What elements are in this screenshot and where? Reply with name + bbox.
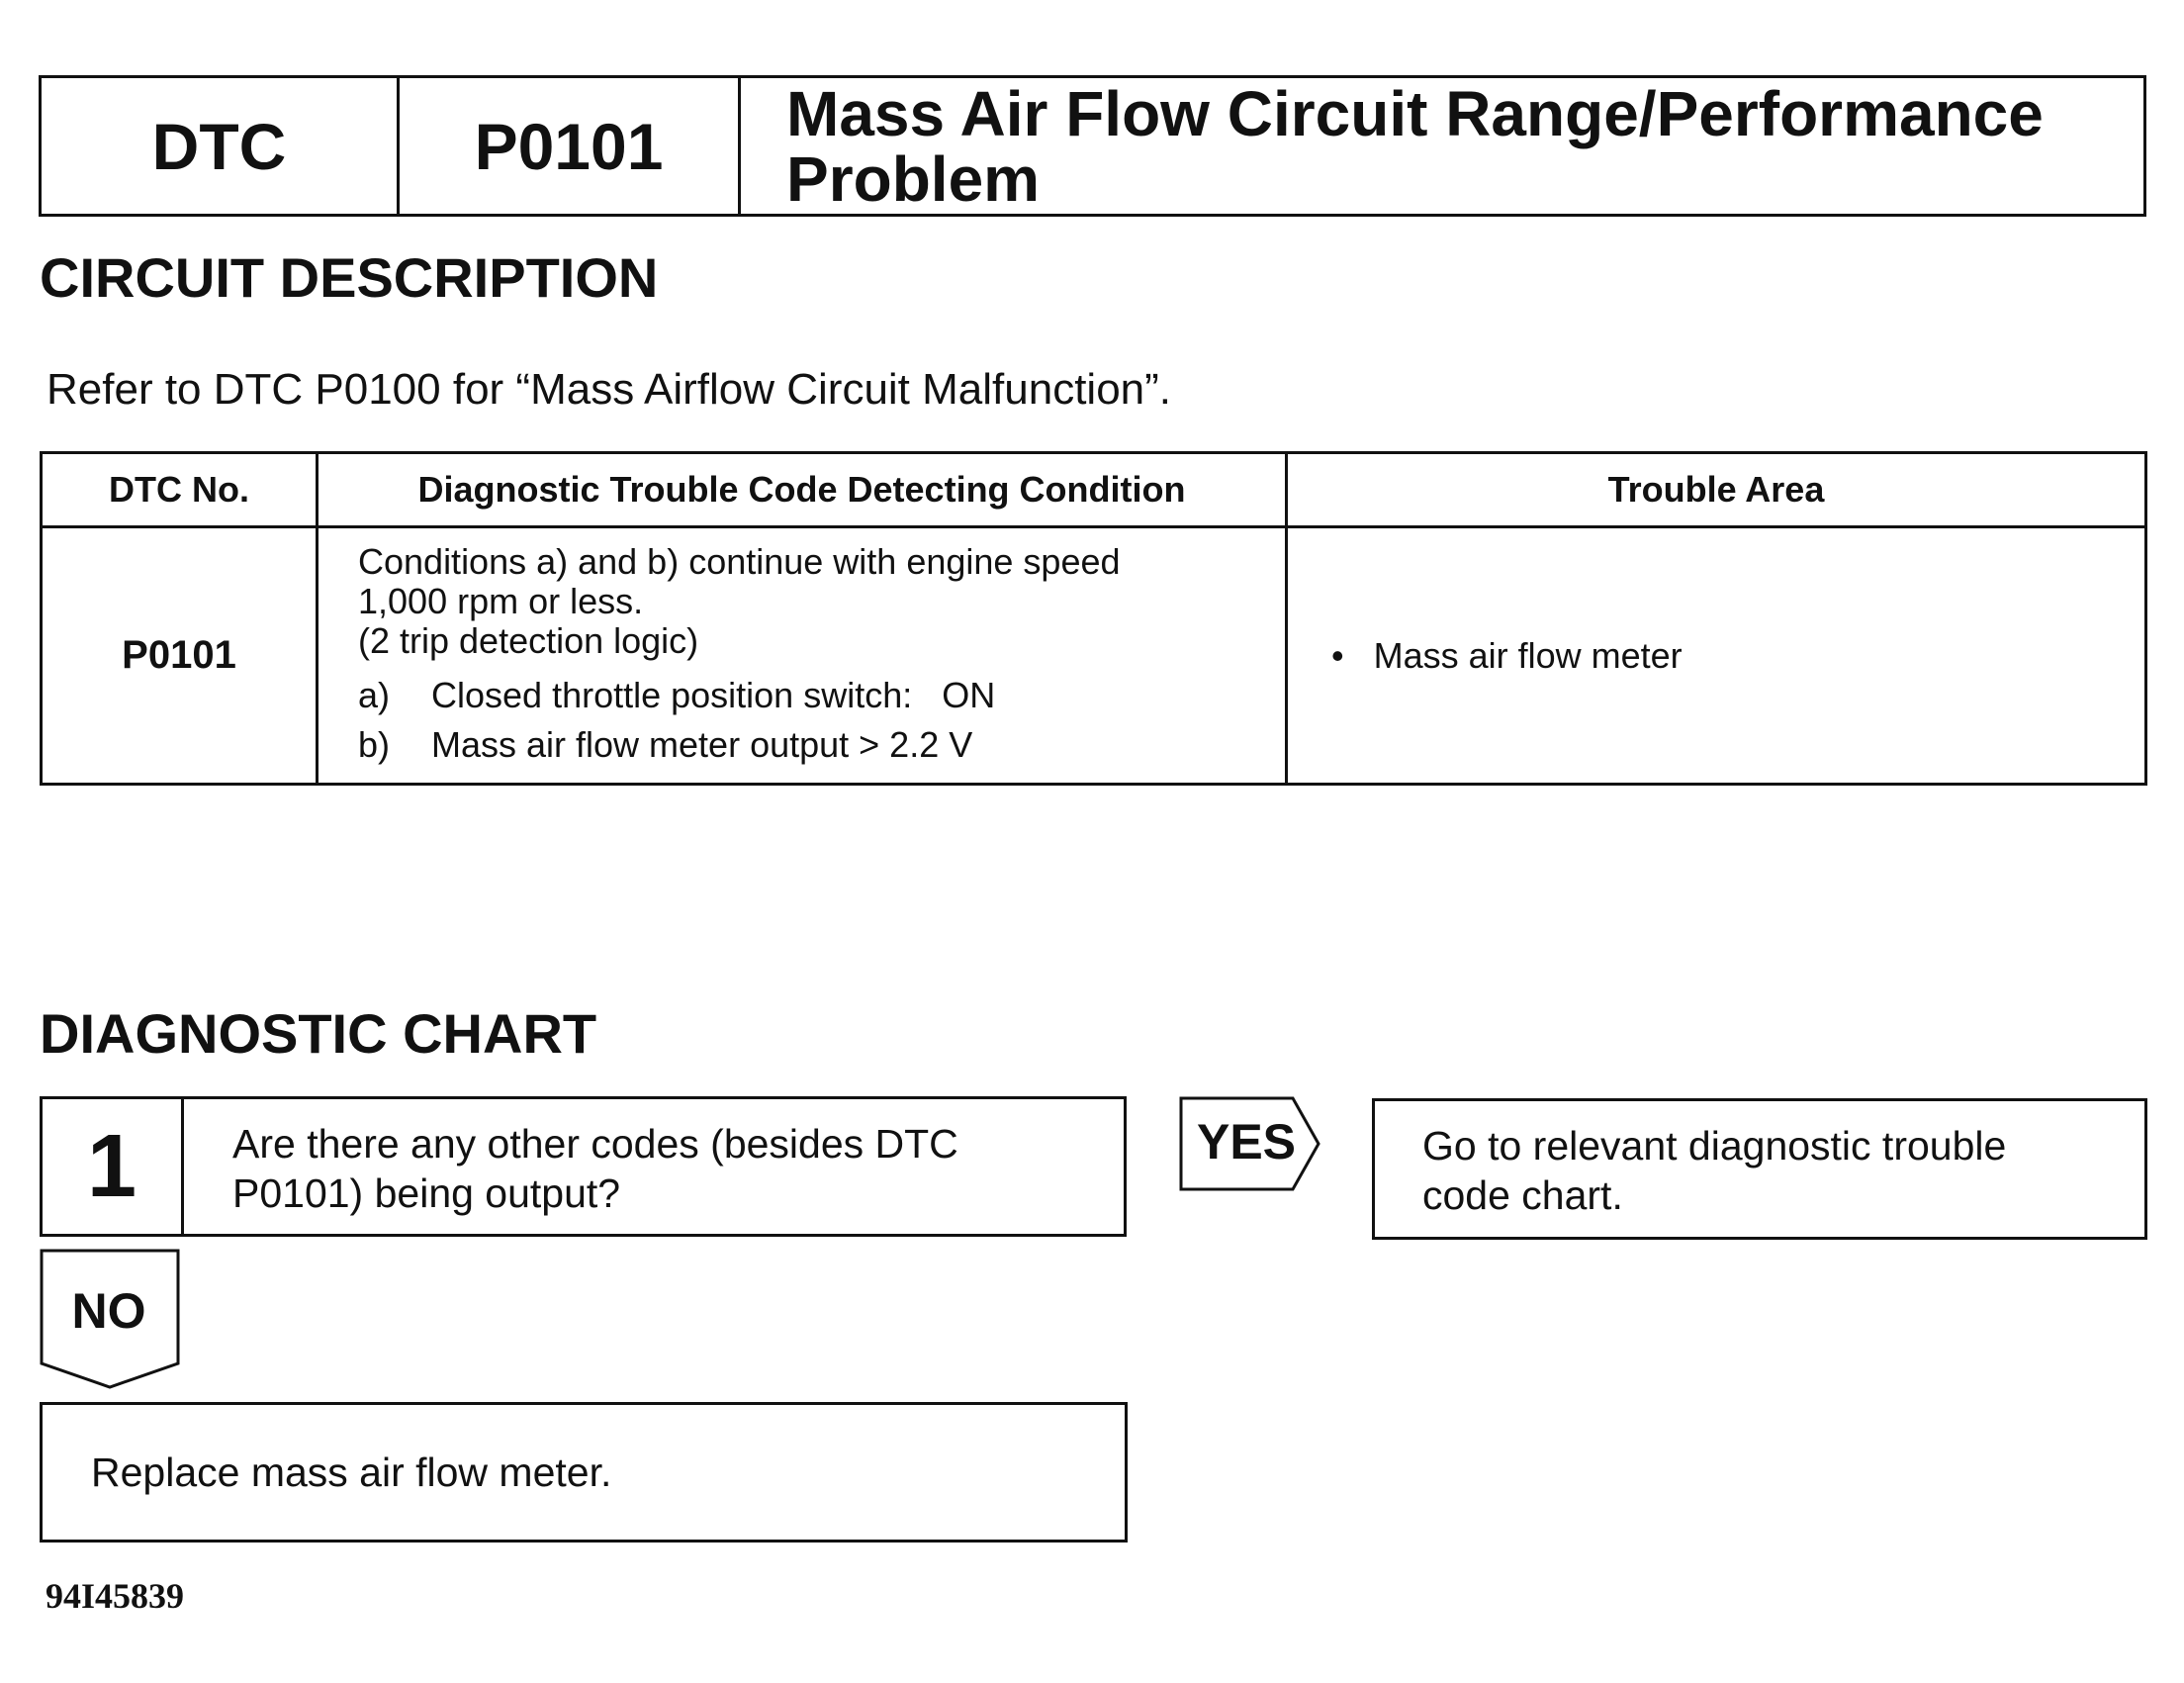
header-title-line2: Problem <box>786 142 1041 215</box>
condition-a-text: Closed throttle position switch: ON <box>431 674 996 715</box>
cell-dtc-no: P0101 <box>42 527 318 785</box>
condition-line3: (2 trip detection logic) <box>358 619 699 661</box>
column-header-condition: Diagnostic Trouble Code Detecting Condition <box>318 453 1287 527</box>
step-1-box <box>40 1096 1127 1237</box>
condition-b-label: b) <box>358 723 391 765</box>
column-header-dtc-no: DTC No. <box>42 453 318 527</box>
condition-b <box>358 720 1284 770</box>
yes-result-line2: code chart. <box>1422 1172 1623 1218</box>
cell-trouble-area <box>1287 527 2146 785</box>
condition-line2: 1,000 rpm or less. <box>358 580 644 621</box>
no-label: NO <box>71 1283 146 1339</box>
diagnostic-chart-heading: DIAGNOSTIC CHART <box>40 1002 597 1065</box>
circuit-description-heading: CIRCUIT DESCRIPTION <box>40 246 659 309</box>
header-dtc-label: DTC <box>42 78 400 214</box>
yes-label: YES <box>1196 1114 1297 1169</box>
yes-result-box <box>1372 1098 2147 1240</box>
header-title <box>741 78 2143 214</box>
condition-a-label: a) <box>358 674 391 715</box>
step-question <box>184 1099 958 1234</box>
condition-line1: Conditions a) and b) continue with engine speed <box>358 540 1121 582</box>
refer-text: Refer to DTC P0100 for “Mass Airflow Circuit Malfunction”. <box>46 365 1172 414</box>
question-line1: Are there any other codes (besides DTC <box>232 1121 958 1167</box>
table-header-row <box>42 453 2146 527</box>
no-action-box <box>40 1402 1128 1543</box>
column-header-trouble-area: Trouble Area <box>1287 453 2146 527</box>
condition-b-text: Mass air flow meter output > 2.2 V <box>431 723 973 765</box>
condition-a <box>358 671 1284 720</box>
figure-code: 94I45839 <box>46 1576 185 1616</box>
header-dtc-code: P0101 <box>400 78 741 214</box>
no-action-text: Replace mass air flow meter. <box>91 1449 612 1495</box>
dtc-header-table <box>39 75 2146 217</box>
dtc-condition-table <box>40 451 2147 786</box>
bullet-icon: • <box>1331 634 1374 676</box>
header-title-line1: Mass Air Flow Circuit Range/Performance <box>786 77 2044 149</box>
step-number: 1 <box>43 1099 184 1234</box>
table-row <box>42 527 2146 785</box>
question-line2: P0101) being output? <box>232 1170 621 1216</box>
cell-condition <box>318 527 1287 785</box>
yes-result-line1: Go to relevant diagnostic trouble <box>1422 1123 2007 1169</box>
trouble-area-text: Mass air flow meter <box>1373 634 1683 676</box>
